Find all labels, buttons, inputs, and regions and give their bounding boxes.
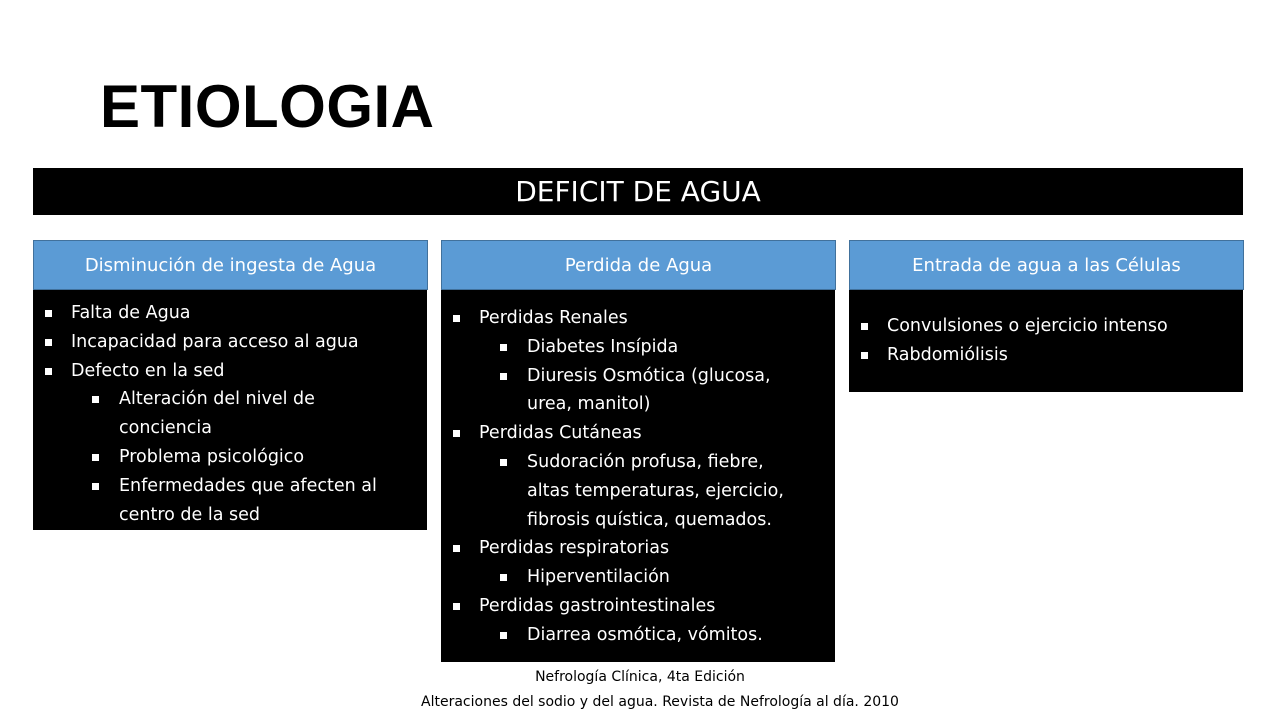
square-bullet-icon xyxy=(861,352,868,359)
list-item-text: Alteración del nivel de xyxy=(119,389,315,410)
reference-book: Nefrología Clínica, 4ta Edición xyxy=(535,669,745,685)
list-item-text: Defecto en la sed xyxy=(71,360,225,381)
deficit-heading-label: DEFICIT DE AGUA xyxy=(515,175,761,208)
list-item xyxy=(33,357,427,386)
category-header-ingesta xyxy=(33,240,428,290)
square-bullet-icon xyxy=(45,339,52,346)
square-bullet-icon xyxy=(453,315,460,322)
square-bullet-icon xyxy=(92,396,99,403)
square-bullet-icon xyxy=(453,603,460,610)
list-item xyxy=(33,385,427,414)
list-item xyxy=(849,312,1243,341)
square-bullet-icon xyxy=(92,454,99,461)
list-item-text: Sudoración profusa, fiebre, xyxy=(527,451,764,472)
list-item xyxy=(441,534,835,563)
category-header-entrada xyxy=(849,240,1244,290)
list-item-text: Perdidas respiratorias xyxy=(479,538,670,559)
list-item-text: Convulsiones o ejercicio intenso xyxy=(887,316,1168,336)
list-item-text: Problema psicológico xyxy=(119,446,305,467)
category-header-label: Disminución de ingesta de Agua xyxy=(84,254,377,276)
list-item-text: fibrosis quística, quemados. xyxy=(527,509,772,530)
square-bullet-icon xyxy=(500,574,507,581)
list-item-text: Perdidas gastrointestinales xyxy=(479,595,716,616)
list-item xyxy=(441,448,835,477)
list-item-text: conciencia xyxy=(119,418,212,439)
reference-journal: Alteraciones del sodio y del agua. Revista de Nefrología al día. 2010 xyxy=(421,694,899,710)
list-item-continuation xyxy=(33,501,427,530)
list-item xyxy=(33,299,427,328)
square-bullet-icon xyxy=(92,483,99,490)
square-bullet-icon xyxy=(45,310,52,317)
list-item xyxy=(441,304,835,333)
list-item xyxy=(441,333,835,362)
list-item-text: Diabetes Insípida xyxy=(527,336,679,357)
category-list-perdida xyxy=(441,290,835,662)
square-bullet-icon xyxy=(861,323,868,330)
category-header-perdida xyxy=(441,240,836,290)
list-item-text: urea, manitol) xyxy=(527,394,651,415)
list-item-text: Diarrea osmótica, vómitos. xyxy=(527,624,763,645)
square-bullet-icon xyxy=(500,373,507,380)
list-item-continuation xyxy=(441,506,835,535)
list-item-text: Hiperventilación xyxy=(527,567,670,588)
list-item-text: Diuresis Osmótica (glucosa, xyxy=(527,365,771,386)
category-header-label: Perdida de Agua xyxy=(564,254,713,276)
list-item xyxy=(441,621,835,650)
list-item-text: altas temperaturas, ejercicio, xyxy=(527,480,784,501)
list-item xyxy=(441,563,835,592)
list-item-text: Perdidas Renales xyxy=(479,308,628,328)
square-bullet-icon xyxy=(453,545,460,552)
slide-title: ETIOLOGIA xyxy=(100,73,435,140)
list-item-continuation xyxy=(441,390,835,419)
square-bullet-icon xyxy=(500,459,507,466)
category-header-label: Entrada de agua a las Células xyxy=(912,254,1181,276)
list-item-text: centro de la sed xyxy=(119,504,260,525)
list-item-text: Perdidas Cutáneas xyxy=(479,423,642,444)
list-item xyxy=(441,362,835,391)
list-item-continuation xyxy=(441,477,835,506)
list-item xyxy=(441,419,835,448)
category-list-entrada xyxy=(849,290,1243,392)
square-bullet-icon xyxy=(45,368,52,375)
list-item-text: Falta de Agua xyxy=(71,303,191,323)
list-item xyxy=(33,443,427,472)
list-item xyxy=(441,592,835,621)
category-list-ingesta xyxy=(33,290,427,530)
list-item-text: Incapacidad para acceso al agua xyxy=(71,331,359,352)
square-bullet-icon xyxy=(500,344,507,351)
square-bullet-icon xyxy=(453,430,460,437)
square-bullet-icon xyxy=(500,632,507,639)
list-item xyxy=(849,341,1243,370)
list-item xyxy=(33,328,427,357)
list-item-text: Rabdomiólisis xyxy=(887,344,1008,365)
list-item-continuation xyxy=(33,414,427,443)
list-item-text: Enfermedades que afecten al xyxy=(119,475,377,496)
list-item xyxy=(33,472,427,501)
deficit-heading-bar xyxy=(33,168,1243,215)
